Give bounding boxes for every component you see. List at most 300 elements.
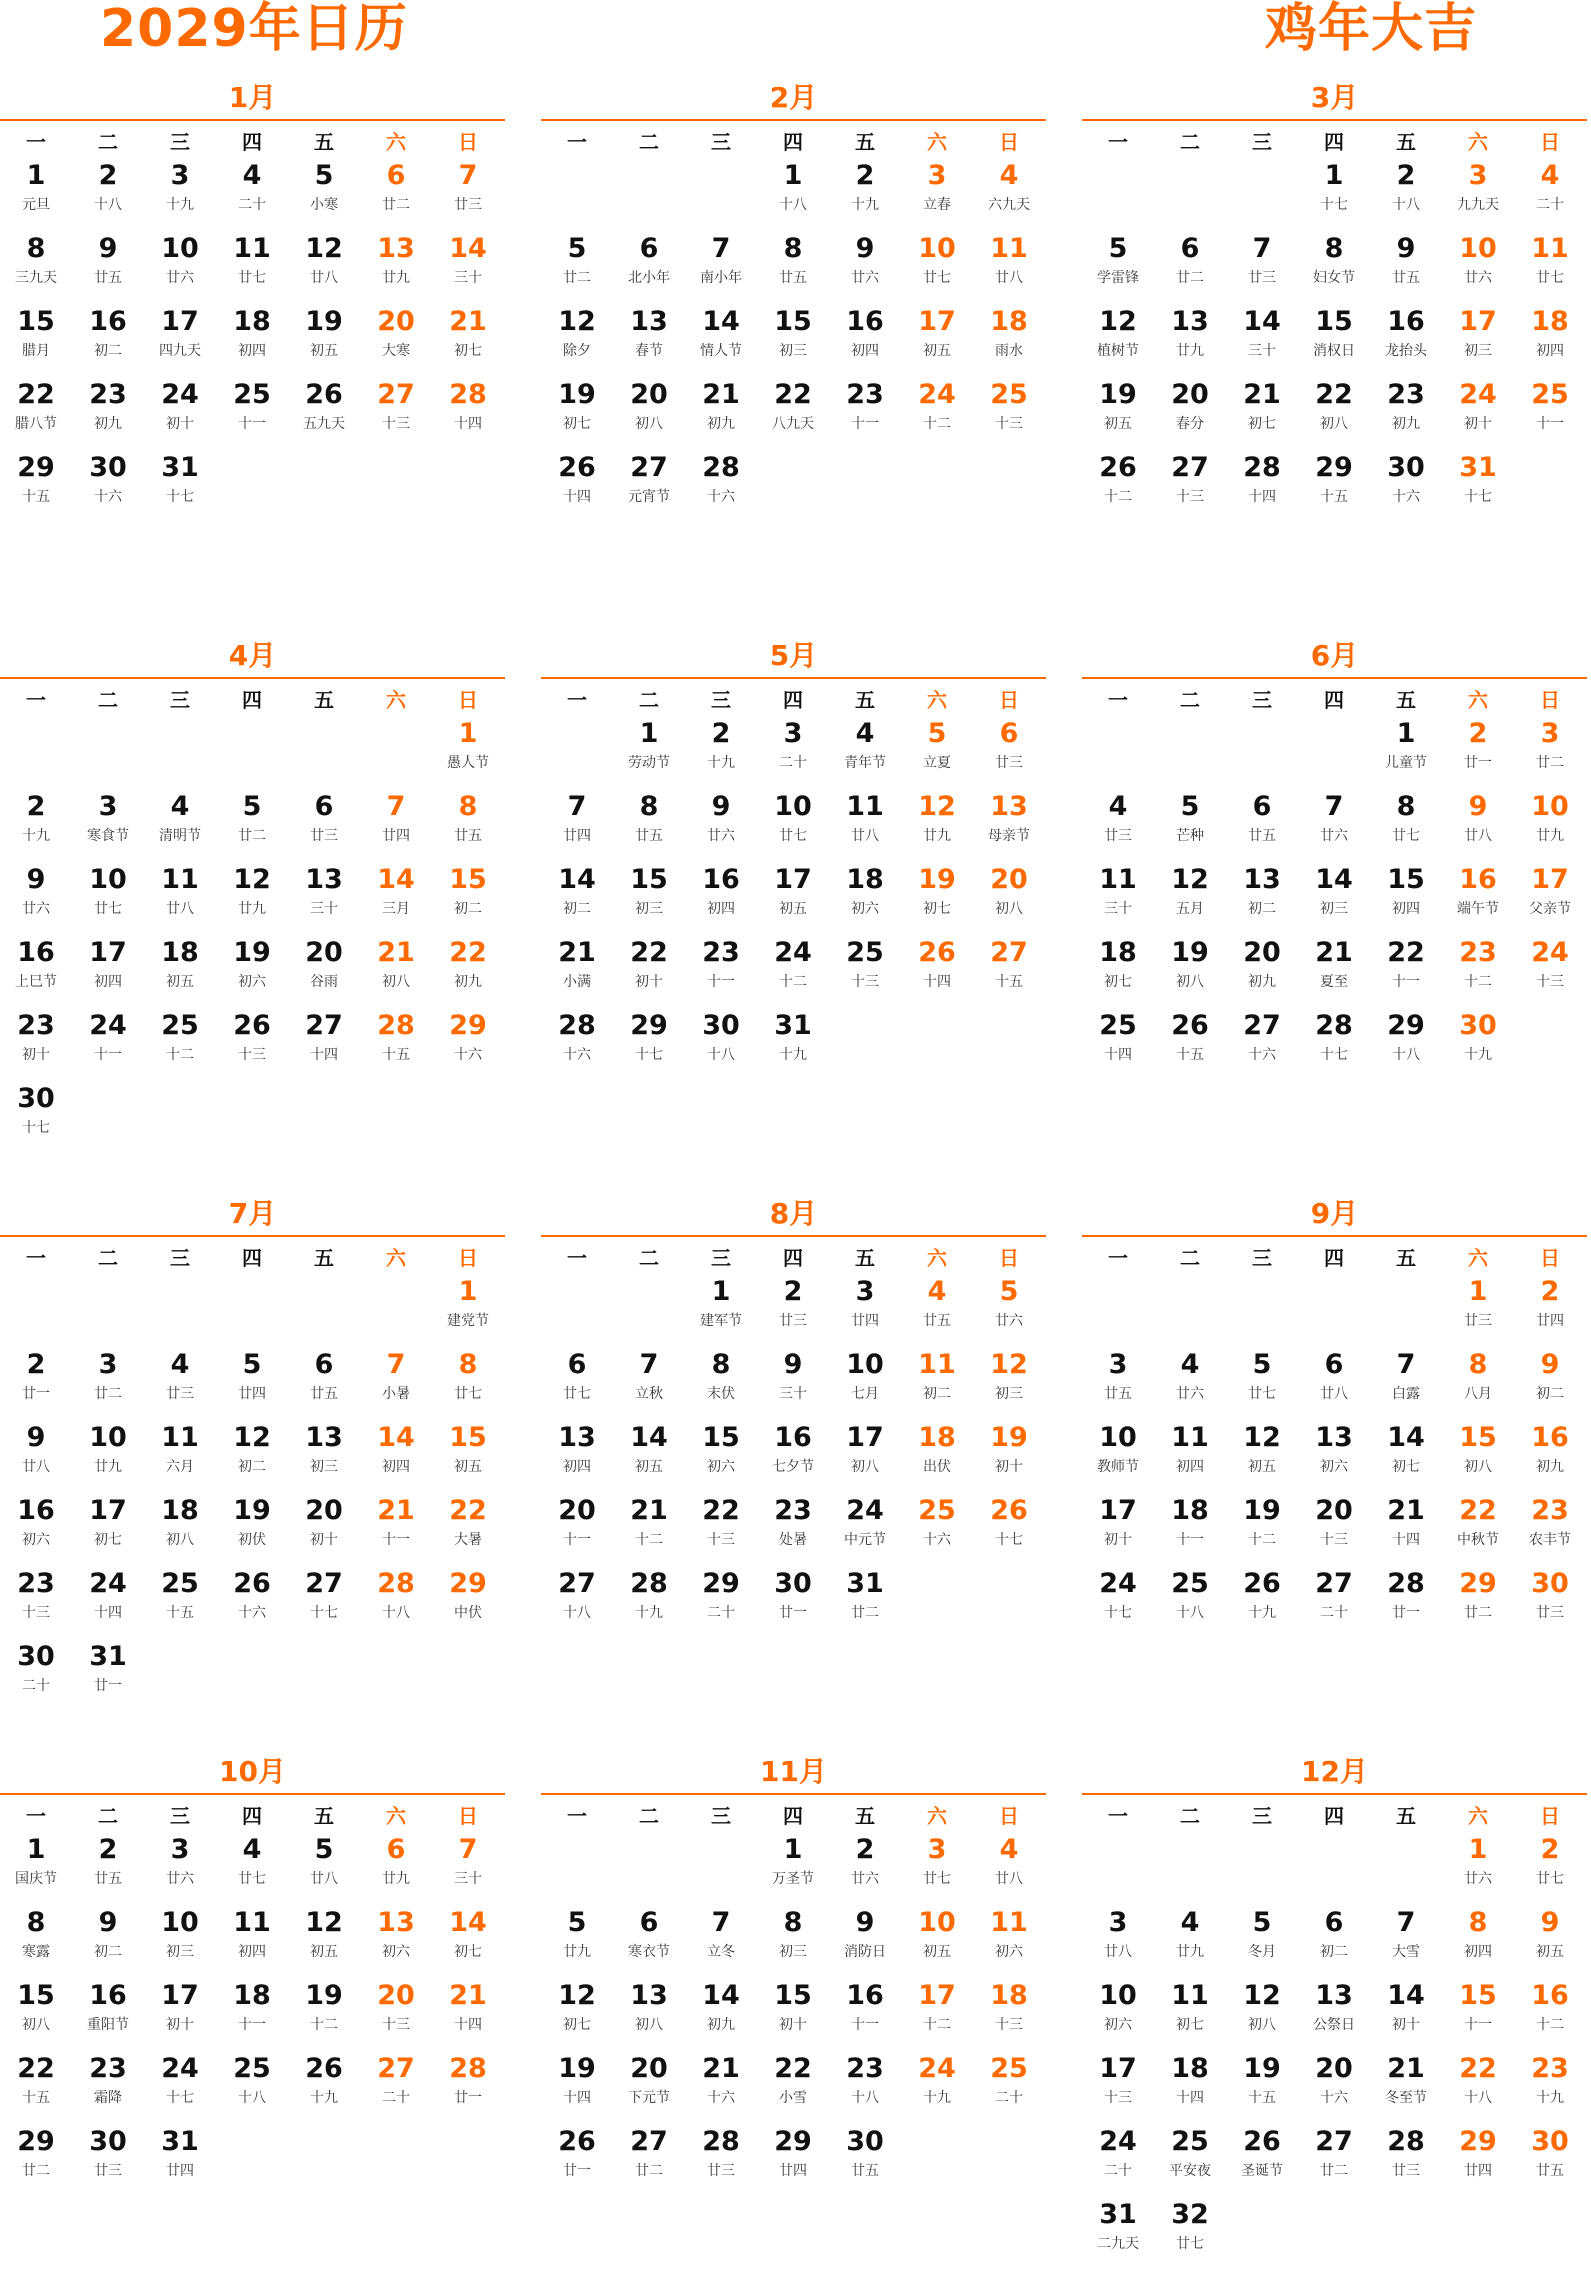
day-cell <box>973 2051 1045 2123</box>
day-cell <box>0 1832 72 1904</box>
day-cell <box>757 1905 829 1977</box>
day-cell <box>144 1832 216 1904</box>
day-cell <box>1226 1978 1298 2050</box>
day-cell <box>541 2124 613 2196</box>
day-cell <box>613 935 685 1007</box>
day-number: 13 <box>630 1980 668 2011</box>
lunar-date: 初二 <box>923 1386 951 1402</box>
day-number: 17 <box>1099 1495 1137 1526</box>
lunar-date: 十四 <box>1392 1532 1420 1548</box>
lunar-date: 消权日 <box>1313 343 1355 359</box>
day-number: 6 <box>567 1349 587 1380</box>
weekday-header: 一 <box>1108 130 1128 154</box>
lunar-date: 廿五 <box>94 270 122 286</box>
day-cell <box>1442 304 1514 376</box>
weekday-header: 四 <box>783 1246 803 1270</box>
day-number: 6 <box>1180 233 1200 264</box>
day-cell <box>829 1347 901 1419</box>
day-number: 20 <box>558 1495 596 1526</box>
lunar-date: 元旦 <box>22 197 50 213</box>
lunar-date: 廿七 <box>94 901 122 917</box>
lunar-date: 十九 <box>851 197 879 213</box>
day-cell <box>216 1347 288 1419</box>
day-cell <box>1370 450 1442 522</box>
day-cell <box>1154 231 1226 303</box>
day-cell <box>541 231 613 303</box>
day-number: 9 <box>26 864 46 895</box>
lunar-date: 廿七 <box>238 1871 266 1887</box>
day-cell <box>72 2051 144 2123</box>
day-cell <box>288 1978 360 2050</box>
day-number: 15 <box>1459 1980 1497 2011</box>
day-cell <box>432 2051 504 2123</box>
day-cell <box>541 1566 613 1638</box>
month-8 <box>541 1194 1046 1734</box>
weekday-header: 四 <box>1324 688 1344 712</box>
day-number: 30 <box>1531 2126 1569 2157</box>
day-number: 4 <box>855 718 875 749</box>
day-cell <box>288 935 360 1007</box>
lunar-date: 十六 <box>1248 1047 1276 1063</box>
weekday-header: 五 <box>855 1804 875 1828</box>
day-number: 22 <box>774 2053 812 2084</box>
lunar-date: 廿六 <box>851 1871 879 1887</box>
month-12 <box>1082 1752 1587 2292</box>
day-cell <box>72 158 144 230</box>
lunar-date: 八月 <box>1464 1386 1492 1402</box>
lunar-date: 万圣节 <box>772 1871 814 1887</box>
lunar-date: 初七 <box>1392 1459 1420 1475</box>
lunar-date: 初八 <box>382 974 410 990</box>
day-number: 26 <box>990 1495 1028 1526</box>
day-number: 2 <box>855 160 875 191</box>
day-number: 22 <box>1315 379 1353 410</box>
lunar-date: 十一 <box>707 974 735 990</box>
day-number: 22 <box>449 1495 487 1526</box>
day-cell <box>144 1566 216 1638</box>
day-cell <box>1226 1493 1298 1565</box>
day-cell <box>1082 862 1154 934</box>
day-number: 11 <box>161 1422 199 1453</box>
day-cell <box>1442 789 1514 861</box>
weekday-header: 五 <box>314 688 334 712</box>
day-number: 3 <box>927 1834 947 1865</box>
day-cell <box>432 1493 504 1565</box>
day-cell <box>360 935 432 1007</box>
day-cell <box>1154 789 1226 861</box>
lunar-date: 十六 <box>563 1047 591 1063</box>
day-number: 27 <box>377 379 415 410</box>
day-cell <box>288 789 360 861</box>
lunar-date: 初伏 <box>238 1532 266 1548</box>
day-number: 1 <box>1396 718 1416 749</box>
month-divider <box>0 677 505 679</box>
day-cell <box>72 231 144 303</box>
lunar-date: 十二 <box>310 2017 338 2033</box>
day-number: 14 <box>1387 1980 1425 2011</box>
day-cell <box>1442 231 1514 303</box>
lunar-date: 初五 <box>454 1459 482 1475</box>
lunar-date: 廿六 <box>1464 270 1492 286</box>
weekday-header: 四 <box>783 1804 803 1828</box>
lunar-date: 十一 <box>1176 1532 1204 1548</box>
day-number: 23 <box>1387 379 1425 410</box>
weekday-header: 一 <box>26 130 46 154</box>
day-cell <box>685 1274 757 1346</box>
day-cell <box>1298 1347 1370 1419</box>
day-number: 25 <box>233 2053 271 2084</box>
day-cell <box>901 716 973 788</box>
day-number: 21 <box>449 306 487 337</box>
lunar-date: 初三 <box>1320 901 1348 917</box>
day-number: 1 <box>26 1834 46 1865</box>
day-cell <box>541 789 613 861</box>
lunar-date: 十七 <box>166 489 194 505</box>
day-number: 30 <box>17 1641 55 1672</box>
day-cell <box>1514 1420 1586 1492</box>
lunar-date: 十四 <box>310 1047 338 1063</box>
lunar-date: 出伏 <box>923 1459 951 1475</box>
day-cell <box>432 1978 504 2050</box>
day-cell <box>1154 304 1226 376</box>
lunar-date: 初四 <box>382 1459 410 1475</box>
day-cell <box>685 2051 757 2123</box>
day-number: 6 <box>1324 1349 1344 1380</box>
day-number: 18 <box>161 1495 199 1526</box>
day-number: 13 <box>1315 1980 1353 2011</box>
day-number: 22 <box>1387 937 1425 968</box>
day-cell <box>1154 2197 1226 2269</box>
lunar-date: 廿五 <box>635 828 663 844</box>
day-cell <box>72 450 144 522</box>
day-cell <box>1442 862 1514 934</box>
month-name: 7月 <box>228 1197 277 1230</box>
day-number: 19 <box>1171 937 1209 968</box>
day-number: 9 <box>783 1349 803 1380</box>
day-number: 26 <box>305 379 343 410</box>
day-cell <box>288 377 360 449</box>
day-cell <box>757 1493 829 1565</box>
day-number: 23 <box>89 379 127 410</box>
month-divider <box>0 119 505 121</box>
day-number: 6 <box>639 1907 659 1938</box>
day-number: 7 <box>1252 233 1272 264</box>
day-cell <box>216 935 288 1007</box>
lunar-date: 母亲节 <box>988 828 1030 844</box>
day-number: 9 <box>1540 1907 1560 1938</box>
weekday-header: 三 <box>170 688 190 712</box>
day-cell <box>829 2124 901 2196</box>
lunar-date: 十八 <box>563 1605 591 1621</box>
lunar-date: 十七 <box>166 2090 194 2106</box>
lunar-date: 十九 <box>1248 1605 1276 1621</box>
day-number: 4 <box>242 160 262 191</box>
day-cell <box>901 1978 973 2050</box>
weekday-header: 六 <box>386 688 406 712</box>
lunar-date: 十七 <box>310 1605 338 1621</box>
weekday-header: 四 <box>1324 1804 1344 1828</box>
day-number: 4 <box>927 1276 947 1307</box>
weekday-header: 五 <box>1396 1246 1416 1270</box>
lunar-date: 廿七 <box>454 1386 482 1402</box>
day-cell <box>973 1978 1045 2050</box>
day-number: 21 <box>1243 379 1281 410</box>
day-number: 11 <box>846 791 884 822</box>
day-number: 8 <box>1468 1907 1488 1938</box>
day-cell <box>757 158 829 230</box>
lunar-date: 初七 <box>563 2017 591 2033</box>
day-cell <box>288 1008 360 1080</box>
lunar-date: 十五 <box>1320 489 1348 505</box>
weekday-header: 四 <box>1324 130 1344 154</box>
month-3 <box>1082 78 1587 618</box>
day-cell <box>757 716 829 788</box>
day-number: 20 <box>377 1980 415 2011</box>
day-cell <box>1370 1493 1442 1565</box>
day-cell <box>973 158 1045 230</box>
day-number: 16 <box>1531 1422 1569 1453</box>
day-cell <box>1442 935 1514 1007</box>
lunar-date: 廿八 <box>310 270 338 286</box>
lunar-date: 国庆节 <box>15 1871 57 1887</box>
day-number: 15 <box>630 864 668 895</box>
lunar-date: 小暑 <box>382 1386 410 1402</box>
day-number: 30 <box>1387 452 1425 483</box>
weekday-header: 五 <box>855 688 875 712</box>
weekday-header: 日 <box>1540 688 1560 712</box>
lunar-date: 立春 <box>923 197 951 213</box>
lunar-date: 初二 <box>238 1459 266 1475</box>
lunar-date: 十二 <box>166 1047 194 1063</box>
day-number: 15 <box>1315 306 1353 337</box>
day-number: 28 <box>1243 452 1281 483</box>
day-cell <box>216 2051 288 2123</box>
day-cell <box>901 377 973 449</box>
day-cell <box>685 789 757 861</box>
day-cell <box>757 1420 829 1492</box>
lunar-date: 十三 <box>382 2017 410 2033</box>
day-cell <box>973 789 1045 861</box>
lunar-date: 廿四 <box>166 2163 194 2179</box>
day-cell <box>360 304 432 376</box>
lunar-date: 初六 <box>238 974 266 990</box>
day-cell <box>829 789 901 861</box>
day-number: 18 <box>1531 306 1569 337</box>
day-cell <box>1370 1008 1442 1080</box>
day-number: 12 <box>233 864 271 895</box>
day-number: 9 <box>1540 1349 1560 1380</box>
lunar-date: 初八 <box>1320 416 1348 432</box>
lunar-date: 十二 <box>635 1532 663 1548</box>
day-number: 10 <box>918 233 956 264</box>
weekday-header: 二 <box>98 688 118 712</box>
day-number: 27 <box>1243 1010 1281 1041</box>
day-cell <box>216 377 288 449</box>
lunar-date: 腊八节 <box>15 416 57 432</box>
day-number: 22 <box>774 379 812 410</box>
day-number: 32 <box>1171 2199 1209 2230</box>
day-number: 2 <box>1468 718 1488 749</box>
day-number: 18 <box>233 306 271 337</box>
day-number: 2 <box>1540 1276 1560 1307</box>
day-number: 24 <box>161 379 199 410</box>
day-number: 8 <box>1468 1349 1488 1380</box>
day-number: 2 <box>26 1349 46 1380</box>
day-cell <box>757 2124 829 2196</box>
day-cell <box>288 2051 360 2123</box>
lunar-date: 初八 <box>995 901 1023 917</box>
lunar-date: 腊月 <box>22 343 50 359</box>
weekday-header: 日 <box>999 130 1019 154</box>
weekday-header: 二 <box>1180 1246 1200 1270</box>
day-cell <box>1298 1493 1370 1565</box>
day-number: 9 <box>98 233 118 264</box>
day-cell <box>829 377 901 449</box>
day-cell <box>72 2124 144 2196</box>
weekday-header: 日 <box>999 1804 1019 1828</box>
lunar-date: 七夕节 <box>772 1459 814 1475</box>
day-number: 28 <box>377 1568 415 1599</box>
day-number: 24 <box>1099 1568 1137 1599</box>
day-number: 2 <box>98 1834 118 1865</box>
day-number: 30 <box>846 2126 884 2157</box>
day-number: 1 <box>783 1834 803 1865</box>
day-number: 27 <box>558 1568 596 1599</box>
day-number: 6 <box>386 1834 406 1865</box>
lunar-date: 十九 <box>779 1047 807 1063</box>
day-number: 14 <box>630 1422 668 1453</box>
lunar-date: 初八 <box>1464 1459 1492 1475</box>
lunar-date: 十七 <box>995 1532 1023 1548</box>
lunar-date: 十四 <box>1104 1047 1132 1063</box>
lunar-date: 十一 <box>1392 974 1420 990</box>
weekday-header: 二 <box>98 1804 118 1828</box>
day-number: 1 <box>711 1276 731 1307</box>
day-number: 5 <box>999 1276 1019 1307</box>
day-number: 16 <box>1387 306 1425 337</box>
day-number: 21 <box>702 2053 740 2084</box>
lunar-date: 十四 <box>563 489 591 505</box>
lunar-date: 大寒 <box>382 343 410 359</box>
lunar-date: 末伏 <box>707 1386 735 1402</box>
weekday-header: 日 <box>999 1246 1019 1270</box>
weekday-header: 六 <box>1468 688 1488 712</box>
day-cell <box>216 1566 288 1638</box>
lunar-date: 十三 <box>22 1605 50 1621</box>
day-cell <box>1226 2124 1298 2196</box>
day-cell <box>1226 231 1298 303</box>
lunar-date: 廿六 <box>995 1313 1023 1329</box>
weekday-header: 六 <box>927 130 947 154</box>
lunar-date: 平安夜 <box>1169 2163 1211 2179</box>
weekday-header: 五 <box>1396 688 1416 712</box>
day-number: 18 <box>846 864 884 895</box>
lunar-date: 十八 <box>779 197 807 213</box>
lunar-date: 廿七 <box>923 1871 951 1887</box>
day-cell <box>0 935 72 1007</box>
lunar-date: 初七 <box>454 343 482 359</box>
lunar-date: 十一 <box>94 1047 122 1063</box>
day-number: 21 <box>1387 2053 1425 2084</box>
weekday-header: 一 <box>567 1804 587 1828</box>
lunar-date: 廿三 <box>1464 1313 1492 1329</box>
day-number: 20 <box>1315 2053 1353 2084</box>
day-number: 19 <box>305 1980 343 2011</box>
lunar-date: 廿九 <box>382 1871 410 1887</box>
day-cell <box>901 231 973 303</box>
weekday-header: 五 <box>855 130 875 154</box>
day-number: 24 <box>89 1568 127 1599</box>
lunar-date: 十二 <box>779 974 807 990</box>
day-cell <box>685 1420 757 1492</box>
day-cell <box>288 1905 360 1977</box>
day-cell <box>1082 1978 1154 2050</box>
weekday-header: 四 <box>242 130 262 154</box>
day-number: 7 <box>639 1349 659 1380</box>
day-cell <box>432 1420 504 1492</box>
day-cell <box>432 1008 504 1080</box>
day-cell <box>360 1420 432 1492</box>
day-cell <box>216 1493 288 1565</box>
day-number: 1 <box>1324 160 1344 191</box>
lunar-date: 初十 <box>1464 416 1492 432</box>
lunar-date: 十五 <box>1248 2090 1276 2106</box>
day-cell <box>613 1978 685 2050</box>
day-cell <box>432 862 504 934</box>
day-number: 2 <box>711 718 731 749</box>
day-number: 15 <box>1459 1422 1497 1453</box>
day-number: 10 <box>161 1907 199 1938</box>
day-cell <box>1298 935 1370 1007</box>
day-number: 22 <box>17 2053 55 2084</box>
day-cell <box>757 1008 829 1080</box>
lunar-date: 廿四 <box>1464 2163 1492 2179</box>
day-cell <box>1514 862 1586 934</box>
day-number: 20 <box>1171 379 1209 410</box>
day-number: 15 <box>774 1980 812 2011</box>
lunar-date: 廿八 <box>1320 1386 1348 1402</box>
day-number: 21 <box>449 1980 487 2011</box>
lunar-date: 五九天 <box>303 416 345 432</box>
lunar-date: 十四 <box>923 974 951 990</box>
lunar-date: 下元节 <box>628 2090 670 2106</box>
day-number: 29 <box>17 2126 55 2157</box>
lunar-date: 冬至节 <box>1385 2090 1427 2106</box>
day-cell <box>216 1905 288 1977</box>
day-number: 14 <box>1315 864 1353 895</box>
lunar-date: 七月 <box>851 1386 879 1402</box>
day-number: 23 <box>17 1568 55 1599</box>
lunar-date: 廿四 <box>779 2163 807 2179</box>
weekday-header: 五 <box>1396 130 1416 154</box>
month-name: 8月 <box>769 1197 818 1230</box>
month-4 <box>0 636 505 1176</box>
day-number: 26 <box>558 452 596 483</box>
lunar-date: 教师节 <box>1097 1459 1139 1475</box>
lunar-date: 圣诞节 <box>1241 2163 1283 2179</box>
lunar-date: 十九 <box>1536 2090 1564 2106</box>
lunar-date: 初七 <box>94 1532 122 1548</box>
day-number: 26 <box>558 2126 596 2157</box>
day-cell <box>1298 2051 1370 2123</box>
lunar-date: 除夕 <box>563 343 591 359</box>
day-cell <box>1442 1420 1514 1492</box>
lunar-date: 十二 <box>923 416 951 432</box>
lunar-date: 初九 <box>1536 1459 1564 1475</box>
day-number: 12 <box>918 791 956 822</box>
lunar-date: 十九 <box>22 828 50 844</box>
lunar-date: 六月 <box>166 1459 194 1475</box>
